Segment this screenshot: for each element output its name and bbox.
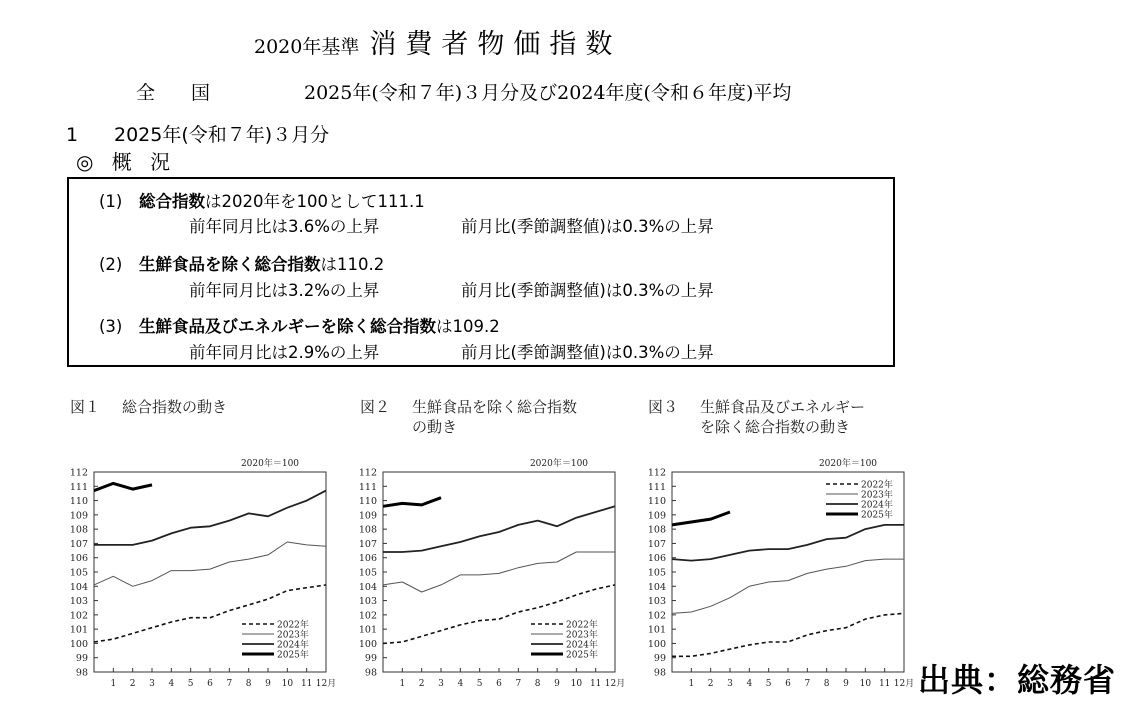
index-name: 生鮮食品を除く総合指数 xyxy=(139,255,321,274)
legend-label: 2022年 xyxy=(861,480,893,491)
x-tick-label: 4 xyxy=(457,679,464,689)
x-tick-label: 11 xyxy=(300,679,313,689)
x-tick-label: 7 xyxy=(804,679,811,689)
y-tick-label: 110 xyxy=(69,496,88,508)
x-tick-label: 7 xyxy=(515,679,522,689)
y-tick-label: 111 xyxy=(647,481,666,493)
x-tick-label: 3 xyxy=(149,679,155,689)
y-tick-label: 105 xyxy=(358,567,377,579)
series-line-2022年 xyxy=(672,613,904,656)
x-tick-label: 7 xyxy=(226,679,233,689)
y-tick-label: 101 xyxy=(358,624,377,636)
legend-label: 2024年 xyxy=(277,640,309,651)
figure-2-caption: 図２ 生鮮食品を除く総合指数 の動き xyxy=(360,398,578,436)
y-tick-label: 106 xyxy=(647,553,666,565)
chart-2-svg xyxy=(345,454,635,690)
base-note: 2020年＝100 xyxy=(529,459,589,469)
x-tick-label: 11 xyxy=(878,679,891,689)
y-tick-label: 98 xyxy=(364,667,377,679)
chart-1 xyxy=(56,454,346,690)
chart-3 xyxy=(634,454,924,690)
y-tick-label: 108 xyxy=(358,524,377,536)
y-tick-label: 106 xyxy=(69,553,88,565)
y-tick-label: 110 xyxy=(358,496,377,508)
legend-label: 2023年 xyxy=(566,630,598,641)
y-tick-label: 110 xyxy=(647,496,666,508)
legend-label: 2022年 xyxy=(566,620,598,631)
legend-label: 2023年 xyxy=(861,490,893,501)
y-tick-label: 107 xyxy=(69,538,88,550)
base-note: 2020年＝100 xyxy=(240,459,300,469)
y-tick-label: 99 xyxy=(364,653,377,665)
summary-change: 前年同月比は2.9%の上昇 前月比(季節調整値)は0.3%の上昇 xyxy=(189,343,714,362)
y-tick-label: 109 xyxy=(69,510,88,522)
x-tick-label: 8 xyxy=(534,679,541,689)
legend-label: 2023年 xyxy=(277,630,309,641)
chart-3-svg xyxy=(634,454,924,690)
y-tick-label: 104 xyxy=(358,581,377,593)
legend-label: 2025年 xyxy=(861,510,893,521)
y-tick-label: 109 xyxy=(647,510,666,522)
series-line-2025年 xyxy=(383,498,441,507)
chart-2 xyxy=(345,454,635,690)
x-tick-label: 2 xyxy=(129,679,136,689)
series-line-2023年 xyxy=(672,559,904,613)
y-tick-label: 105 xyxy=(647,567,666,579)
y-tick-label: 111 xyxy=(358,481,377,493)
x-tick-label: 2 xyxy=(707,679,714,689)
x-tick-label: 3 xyxy=(438,679,444,689)
series-line-2025年 xyxy=(672,512,730,525)
x-tick-label: 9 xyxy=(843,679,849,689)
y-tick-label: 112 xyxy=(69,467,88,479)
x-tick-label: 5 xyxy=(765,679,772,689)
legend-label: 2024年 xyxy=(566,640,598,651)
x-tick-label: 5 xyxy=(187,679,194,689)
document-title xyxy=(254,22,621,61)
x-tick-label: 3 xyxy=(727,679,733,689)
y-tick-label: 107 xyxy=(647,538,666,550)
series-line-2023年 xyxy=(383,552,615,592)
x-tick-label: 6 xyxy=(785,679,791,689)
x-tick-label: 6 xyxy=(496,679,502,689)
y-tick-label: 108 xyxy=(647,524,666,536)
y-tick-label: 100 xyxy=(69,638,88,650)
y-tick-label: 103 xyxy=(69,596,88,608)
chart-1-svg xyxy=(56,454,346,690)
x-tick-label: 10 xyxy=(281,679,294,689)
y-tick-label: 100 xyxy=(358,638,377,650)
document-title-text: 消費者物価指数 xyxy=(369,29,622,60)
x-tick-label: 10 xyxy=(570,679,583,689)
series-line-2025年 xyxy=(94,483,152,490)
x-tick-label: 4 xyxy=(746,679,753,689)
legend-label: 2024年 xyxy=(861,500,893,511)
y-tick-label: 101 xyxy=(647,624,666,636)
x-tick-label: 6 xyxy=(207,679,213,689)
y-tick-label: 112 xyxy=(358,467,377,479)
y-tick-label: 108 xyxy=(69,524,88,536)
index-name: 生鮮食品及びエネルギーを除く総合指数 xyxy=(139,317,436,336)
y-tick-label: 101 xyxy=(69,624,88,636)
x-tick-label: 9 xyxy=(554,679,560,689)
series-line-2024年 xyxy=(383,506,615,552)
y-tick-label: 102 xyxy=(358,610,377,622)
x-tick-label: 11 xyxy=(589,679,602,689)
y-tick-label: 102 xyxy=(69,610,88,622)
series-line-2023年 xyxy=(94,542,326,586)
summary-box xyxy=(67,177,895,367)
x-tick-label: 5 xyxy=(476,679,483,689)
overview-heading: ◎ 概 況 xyxy=(76,150,177,174)
y-tick-label: 109 xyxy=(358,510,377,522)
legend-label: 2025年 xyxy=(277,650,309,661)
x-tick-label: 12月 xyxy=(893,679,915,689)
y-tick-label: 104 xyxy=(647,581,666,593)
section-heading xyxy=(66,120,329,147)
y-tick-label: 99 xyxy=(653,653,666,665)
y-tick-label: 104 xyxy=(69,581,88,593)
y-tick-label: 98 xyxy=(653,667,666,679)
section-number: 1 xyxy=(66,124,79,146)
period-label: 2025年(令和７年)３月分及び2024年度(令和６年度)平均 xyxy=(304,82,792,104)
x-tick-label: 10 xyxy=(859,679,872,689)
source-credit: 出典：総務省 xyxy=(918,661,1117,699)
y-tick-label: 103 xyxy=(647,596,666,608)
summary-item: (1) 総合指数は2020年を100として111.1 xyxy=(99,192,425,211)
x-tick-label: 12月 xyxy=(604,679,626,689)
y-tick-label: 111 xyxy=(69,481,88,493)
y-tick-label: 105 xyxy=(69,567,88,579)
series-line-2024年 xyxy=(94,491,326,545)
y-tick-label: 106 xyxy=(358,553,377,565)
summary-item: (3) 生鮮食品及びエネルギーを除く総合指数は109.2 xyxy=(99,317,500,336)
figure-1-caption: 図１ 総合指数の動き xyxy=(70,398,228,416)
summary-item: (2) 生鮮食品を除く総合指数は110.2 xyxy=(99,255,385,274)
x-tick-label: 8 xyxy=(245,679,252,689)
y-tick-label: 103 xyxy=(358,596,377,608)
x-tick-label: 12月 xyxy=(315,679,337,689)
x-tick-label: 2 xyxy=(418,679,425,689)
figure-3-caption: 図３ 生鮮食品及びエネルギー を除く総合指数の動き xyxy=(648,398,866,436)
area-label: 全国 xyxy=(136,82,247,104)
index-name: 総合指数 xyxy=(139,192,205,211)
summary-change: 前年同月比は3.6%の上昇 前月比(季節調整値)は0.3%の上昇 xyxy=(189,217,714,236)
y-tick-label: 99 xyxy=(75,653,88,665)
y-tick-label: 102 xyxy=(647,610,666,622)
x-tick-label: 1 xyxy=(399,679,406,689)
legend-label: 2022年 xyxy=(277,620,309,631)
base-year: 2020年基準 xyxy=(254,36,360,58)
y-tick-label: 107 xyxy=(358,538,377,550)
x-tick-label: 1 xyxy=(688,679,695,689)
y-tick-label: 100 xyxy=(647,638,666,650)
series-line-2024年 xyxy=(672,525,904,561)
summary-change: 前年同月比は3.2%の上昇 前月比(季節調整値)は0.3%の上昇 xyxy=(189,281,714,300)
x-tick-label: 4 xyxy=(168,679,175,689)
section-title: 2025年(令和７年)３月分 xyxy=(114,124,330,146)
x-tick-label: 9 xyxy=(265,679,271,689)
y-tick-label: 98 xyxy=(75,667,88,679)
legend-label: 2025年 xyxy=(566,650,598,661)
base-note: 2020年＝100 xyxy=(818,459,878,469)
x-tick-label: 8 xyxy=(823,679,830,689)
y-tick-label: 112 xyxy=(647,467,666,479)
x-tick-label: 1 xyxy=(110,679,117,689)
